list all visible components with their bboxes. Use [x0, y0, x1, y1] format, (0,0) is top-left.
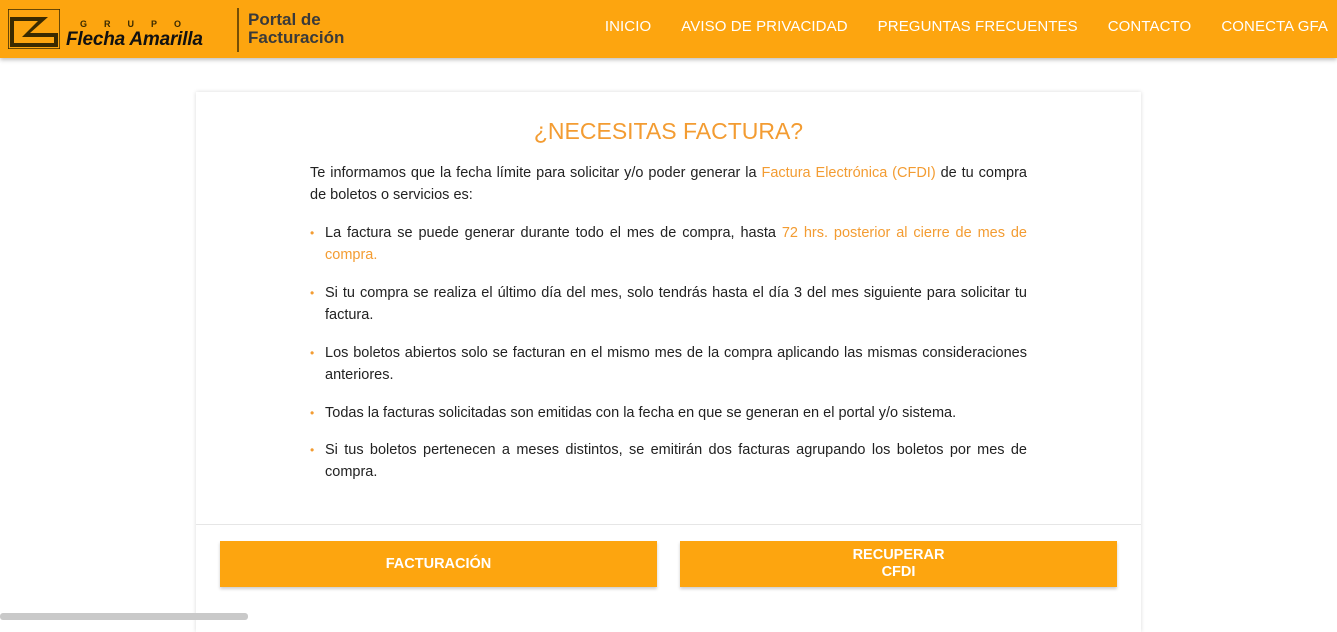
main-nav	[575, 0, 1337, 52]
list-item	[310, 222, 1027, 263]
top-header	[0, 0, 1337, 58]
portal-title-line1: Portal de	[248, 10, 321, 29]
portal-title	[248, 11, 344, 47]
intro-highlight: Factura Electrónica (CFDI)	[761, 165, 936, 181]
brand-name: Flecha Amarilla	[66, 29, 203, 50]
rule-1-highlight: 72 hrs. posterior al cierre de mes de compra.	[325, 225, 1027, 263]
bullet-icon: •	[310, 286, 315, 300]
flecha-amarilla-logo-icon	[8, 9, 60, 49]
horizontal-scrollbar[interactable]	[0, 613, 248, 620]
recuperar-cfdi-label: RECUPERAR CFDI	[852, 547, 945, 580]
brand-wordmark	[66, 7, 236, 51]
rule-4-text: Todas la facturas solicitadas son emitidas con la fecha en que se generan en el portal y/o sistema.	[325, 405, 957, 421]
brand-group-label: GRUPO	[80, 19, 199, 29]
rule-2-text: Si tu compra se realiza el último día del mes, solo tendrás hasta el día 3 del mes siguiente para solicitar tu factura.	[325, 285, 1027, 323]
bullet-icon: •	[310, 406, 315, 420]
rule-1-text: La factura se puede generar durante todo el mes de compra, hasta	[325, 225, 782, 241]
bullet-icon: •	[310, 226, 315, 240]
nav-conecta-gfa[interactable]: CONECTA GFA	[1221, 17, 1328, 35]
portal-title-line2: Facturación	[248, 28, 345, 47]
bullet-icon: •	[310, 443, 315, 457]
nav-preguntas-frecuentes[interactable]: PREGUNTAS FRECUENTES	[877, 17, 1078, 35]
recuperar-cfdi-button[interactable]	[680, 541, 1117, 587]
list-item	[310, 439, 1027, 483]
intro-text	[310, 162, 1027, 206]
facturacion-button[interactable]: FACTURACIÓN	[220, 541, 657, 587]
nav-aviso-privacidad[interactable]: AVISO DE PRIVACIDAD	[681, 17, 848, 35]
intro-text-end: de tu compra de boletos o servicios es:	[310, 165, 1027, 203]
header-divider	[237, 8, 239, 52]
list-item	[310, 402, 1027, 424]
bullet-icon: •	[310, 346, 315, 360]
rule-3-text: Los boletos abiertos solo se facturan en el mismo mes de la compra aplicando las mismas consideraciones anteriores.	[325, 345, 1027, 383]
list-item	[310, 282, 1027, 323]
rule-5-text: Si tus boletos pertenecen a meses distintos, se emitirán dos facturas agrupando los boletos por mes de compra.	[325, 442, 1027, 480]
brand-logo[interactable]	[8, 6, 236, 52]
list-item	[310, 342, 1027, 383]
intro-text-start: Te informamos que la fecha límite para solicitar y/o poder generar la	[310, 165, 762, 181]
rules-list	[310, 222, 1027, 483]
page-title: ¿NECESITAS FACTURA?	[533, 118, 804, 144]
nav-contacto[interactable]: CONTACTO	[1107, 17, 1192, 35]
nav-inicio[interactable]: INICIO	[604, 17, 652, 35]
invoice-info-card	[196, 92, 1141, 632]
card-divider	[196, 524, 1141, 525]
